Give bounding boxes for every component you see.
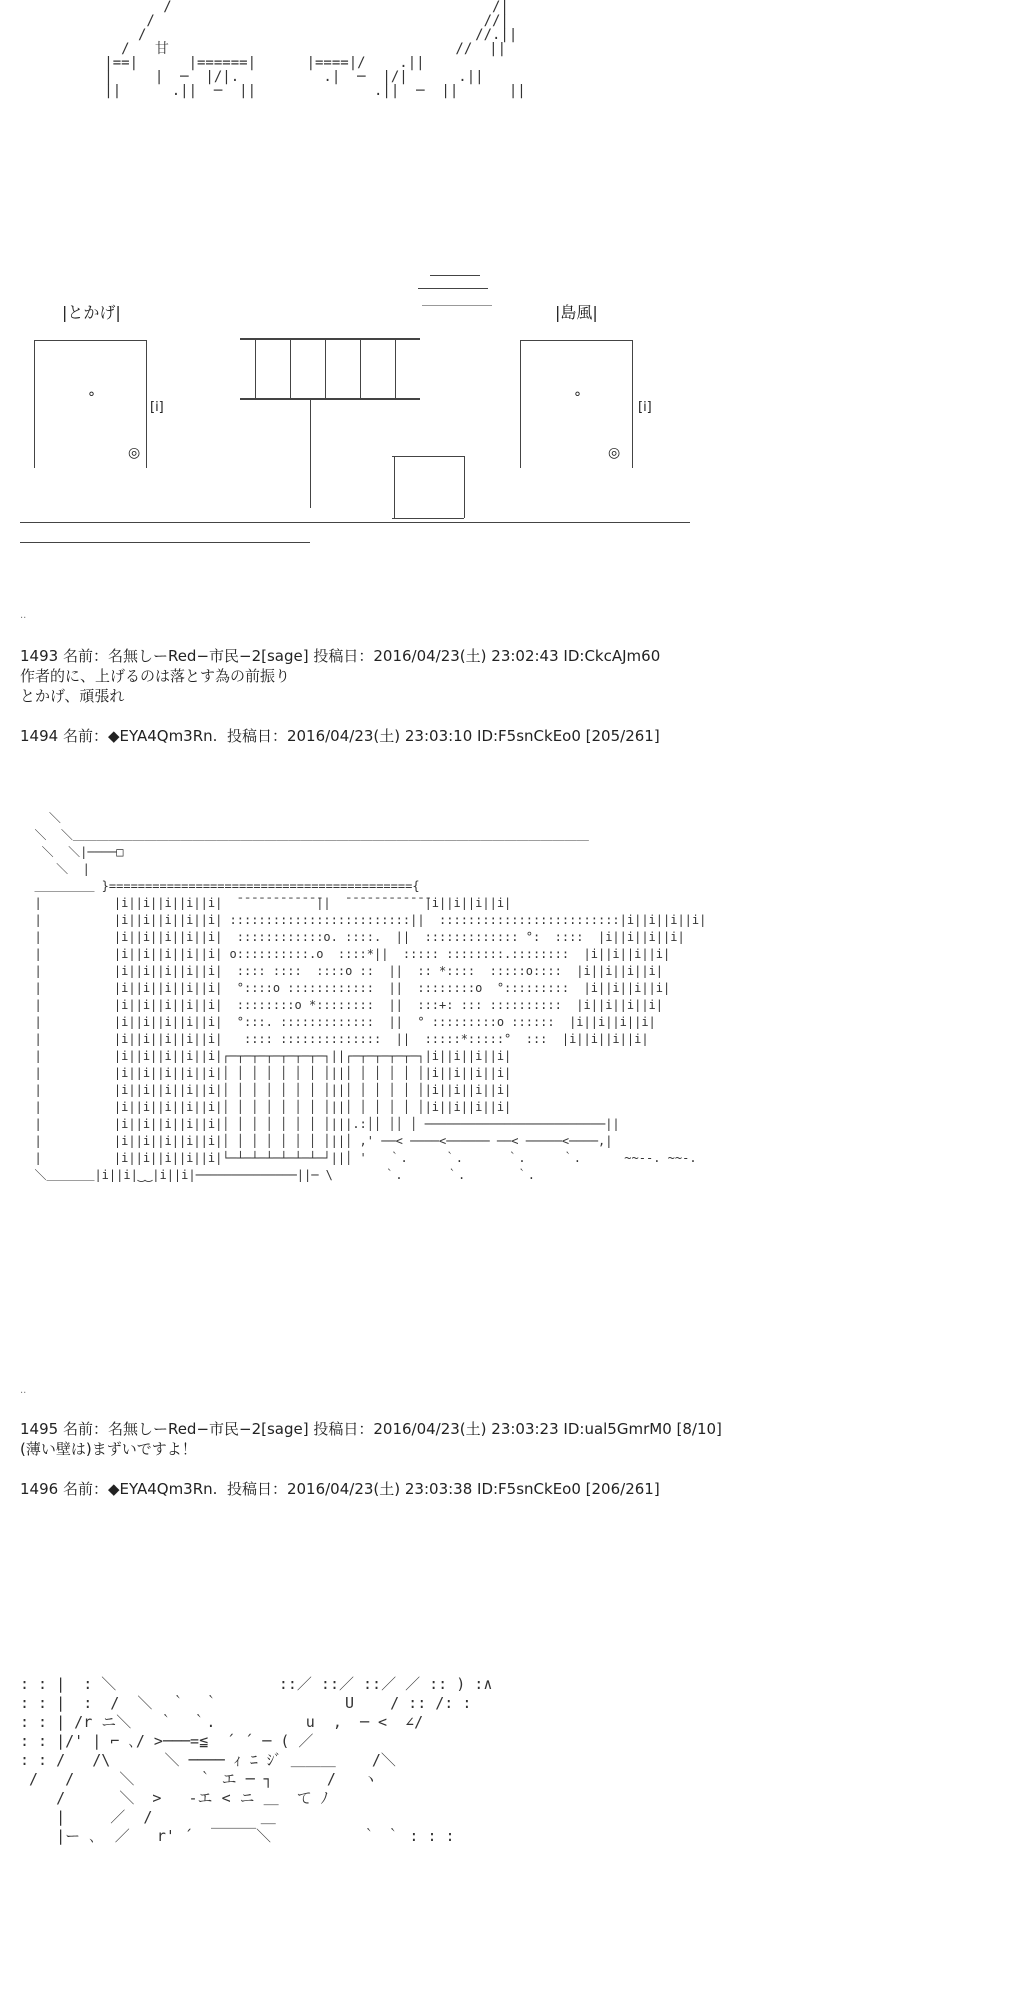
post-1493-line1: 作者的に、上げるのは落とす為の前振り bbox=[20, 667, 291, 685]
right-door-mark: [i] bbox=[638, 400, 652, 415]
ascii-art-character: : : | : ＼ ::／ ::／ ::／ ／ :: ) :∧ : : | : / ＼ ｀ ｀ U / :: /: : : : | /r ニ＼ ｀ ｀. u , ─ < ∠/ : : |/' | ⌐ ､/ >───=≦ ´ ´ ─ ( ／ : : / /\ ＼ ──── ｨ ﾆ ｼﾞ ＿＿＿ /＼ / / ＼ ｀ エ ─ ┐ / ヽ / ＼ > -エ < ニ ＿ て ﾉ | ／ / ＿ |ー ､ ／ r' ´ ￣￣￣＼ ｀ ｀ : : : bbox=[20, 1675, 493, 1845]
post-1494-header: 1494 名前：◆EYA4Qm3Rn. 投稿日：2016/04/23(土) 23:03:10 ID:F5snCkEo0 [205/261] bbox=[20, 727, 660, 745]
post-1493-header: 1493 名前：名無しーRed−市民−2[sage] 投稿日：2016/04/23(土) 23:02:43 ID:CkcAJm60 bbox=[20, 647, 661, 665]
right-doorknob-icon: ◎ bbox=[608, 445, 621, 461]
left-doorknob-icon: ◎ bbox=[128, 445, 141, 461]
separator-dots: .. bbox=[20, 610, 27, 621]
ascii-art-window-scene: ＼ ＼ ＼＿＿＿＿＿＿＿＿＿＿＿＿＿＿＿＿＿＿＿＿＿＿＿＿＿＿＿＿＿＿＿＿＿＿＿＿＿＿＿＿＿＿＿ ＼ ＼|────□ ＼ | ＿＿＿＿＿ }=========================================={ | |i||i||i||i||i| ̄ ̄ ̄ ̄ ̄ ̄ ̄ ̄ ̄ ̄ ̄ ̄|| ̄ ̄ ̄ ̄ ̄ ̄ ̄ ̄ ̄ ̄ ̄ ̄|i||i||i||i| | |i||i||i||i||i| :::::::::::::::::::::::::|| :::::::::::::::::::::::::|i||i||i||i| | |i||i||i||i||i| ::::::::::::o. ::::. || ::::::::::::: °: :::: |i||i||i||i| | |i||i||i||i||i| o::::::::::.o ::::*|| ::::: ::::::::.:::::::: |i||i||i||i| | |i||i||i||i||i| :::: :::: ::::o :: || :: *:::: :::::o:::: |i||i||i||i| | |i||i||i||i||i| °::::o :::::::::::: || ::::::::o °::::::::: |i||i||i||i| | |i||i||i||i||i| ::::::::o *:::::::: || :::+: ::: :::::::::: |i||i||i||i| | |i||i||i||i||i| °:::. ::::::::::::: || ° :::::::::o :::::: |i||i||i||i| | |i||i||i||i||i| :::: :::::::::::::: || :::::*:::::° ::: |i||i||i||i| | |i||i||i||i||i|┌─┬─┬─┬─┬─┬─┬─┐||┌─┬─┬─┬─┬─┐|i||i||i||i| | |i||i||i||i||i|│ │ │ │ │ │ │ │||│ │ │ │ │ │|i||i||i||i| | |i||i||i||i||i|│ │ │ │ │ │ │ │||│ │ │ │ │ │|i||i||i||i| | |i||i||i||i||i|│ │ │ │ │ │ │ │||│ │ │ │ │ │|i||i||i||i| | |i||i||i||i||i|│ │ │ │ │ │ │ │|||.:││ ││ │ ─────────────────────────|| | |i||i||i||i||i|│ │ │ │ │ │ │ │||│ ,' ──< ────<────── ──< ─────<────,| | |i||i||i||i||i|└─┴─┴─┴─┴─┴─┴─┘||│ ' ｀. ｀. ｀. ｀. ~~--. ~~-. ＼＿＿＿＿|i||i|‿‿|i||i|──────────────||─ \ ｀. ｀. ｀. bbox=[34, 811, 707, 1182]
nameplate-tokage: |とかげ| bbox=[62, 303, 121, 322]
separator-dots-2: .. bbox=[20, 1385, 27, 1396]
post-1496-header: 1496 名前：◆EYA4Qm3Rn. 投稿日：2016/04/23(土) 23:03:38 ID:F5snCkEo0 [206/261] bbox=[20, 1480, 660, 1498]
ascii-art-doors-scene bbox=[0, 260, 1031, 560]
nameplate-shimakaze: |島風| bbox=[555, 303, 598, 322]
post-1495-header: 1495 名前：名無しーRed−市民−2[sage] 投稿日：2016/04/23(土) 23:03:23 ID:ual5GmrM0 [8/10] bbox=[20, 1420, 722, 1438]
left-door-dot: ° bbox=[88, 390, 95, 406]
post-1495-line1: (薄い壁は)まずいですよ！ bbox=[20, 1440, 197, 1458]
left-door-mark: [i] bbox=[150, 400, 164, 415]
ascii-art-roof: / /| / //| / //.|| / 甘 // || |==| |======| |====|/ .|| | | ─ |/|. .| ─ |/| .|| || .|| ─ || .|| ─ || || bbox=[104, 0, 526, 99]
post-1493-line2: とかげ、頑張れ bbox=[20, 687, 125, 705]
right-door-dot: ° bbox=[574, 390, 581, 406]
